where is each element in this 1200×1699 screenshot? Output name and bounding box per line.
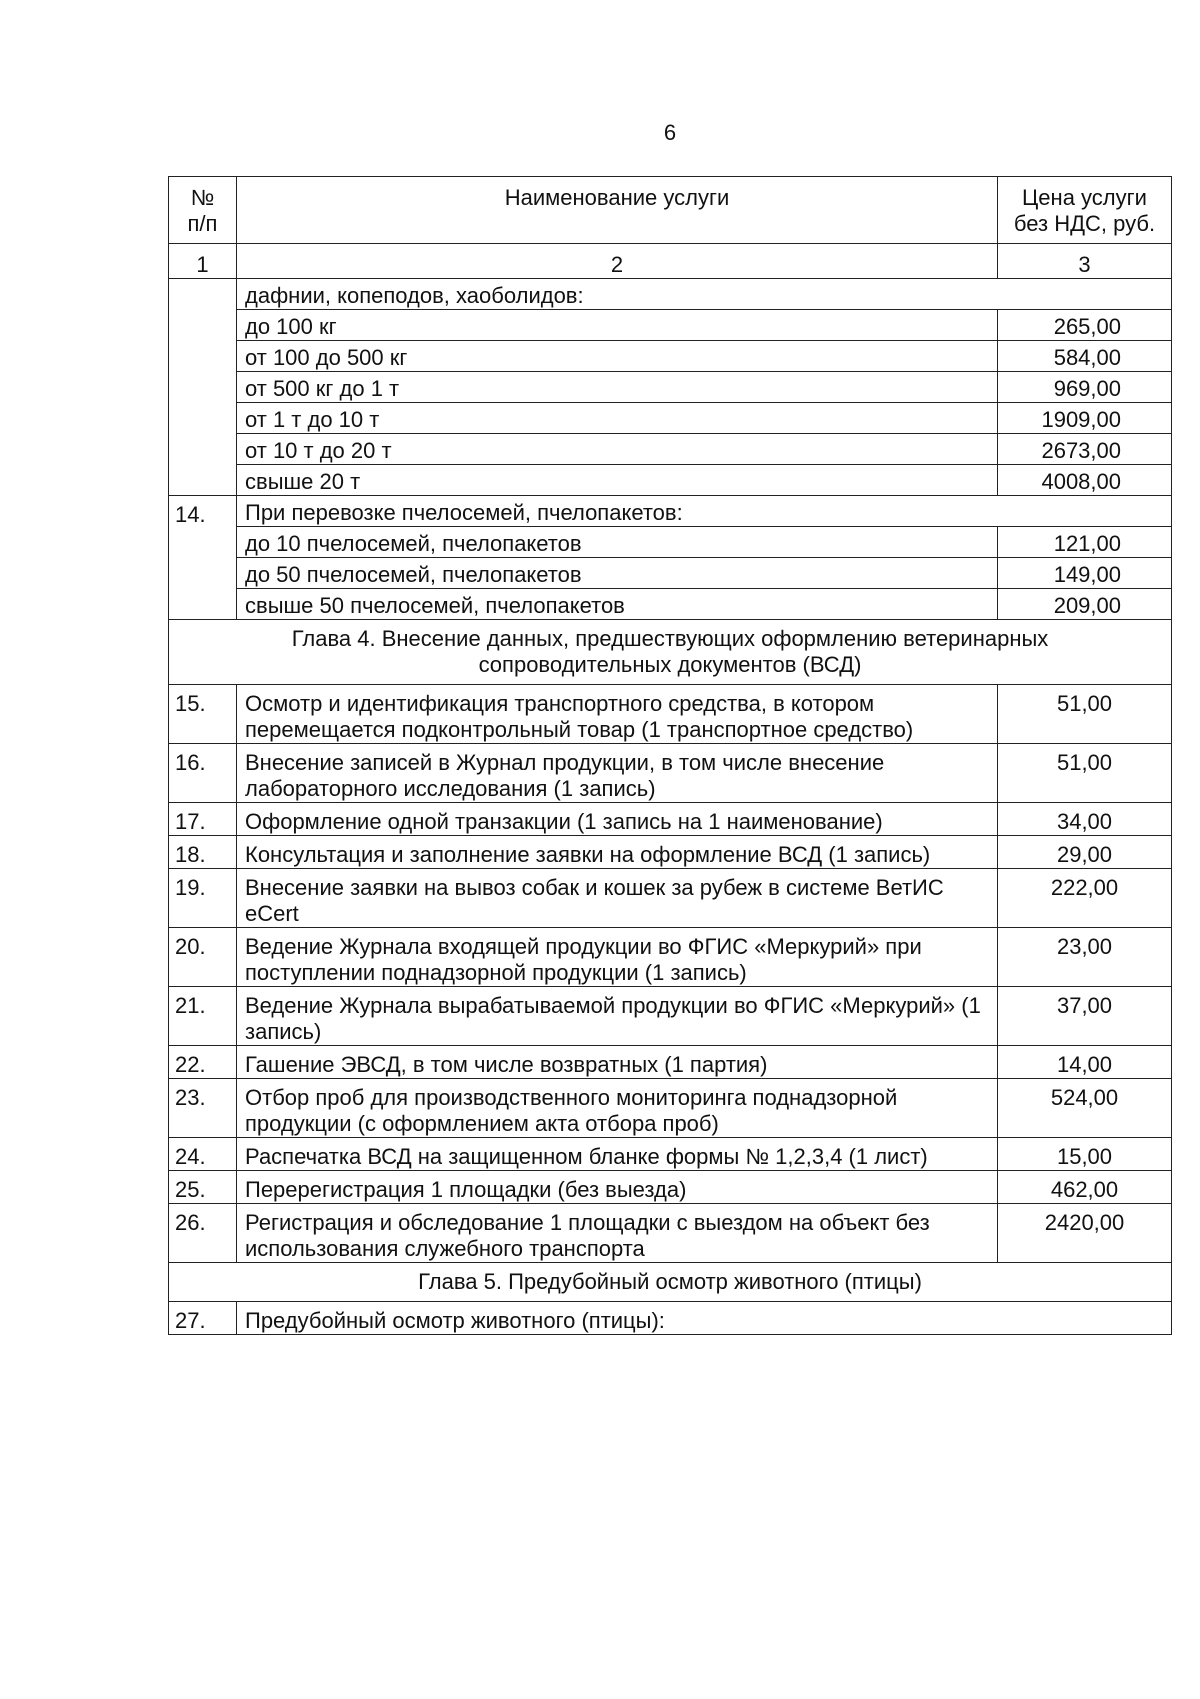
row-name: Распечатка ВСД на защищенном бланке формы № 1,2,3,4 (1 лист) — [237, 1138, 998, 1171]
row-name: Перерегистрация 1 площадки (без выезда) — [237, 1171, 998, 1204]
row-number: 15. — [169, 685, 237, 744]
table-row — [169, 685, 1172, 744]
index-col-3: 3 — [998, 244, 1172, 279]
header-col-number: № п/п — [169, 177, 237, 244]
table-row — [169, 1302, 1172, 1335]
row-price: 4008,00 — [998, 465, 1172, 496]
row-price: 37,00 — [998, 987, 1172, 1046]
row-number: 14. — [169, 496, 237, 620]
row-name: до 100 кг — [237, 310, 998, 341]
row-price: 23,00 — [998, 928, 1172, 987]
table-row — [169, 310, 1172, 341]
row-number: 20. — [169, 928, 237, 987]
table-index-row — [169, 244, 1172, 279]
row-price: 462,00 — [998, 1171, 1172, 1204]
row-number: 18. — [169, 836, 237, 869]
table-row — [169, 928, 1172, 987]
table-row — [169, 1079, 1172, 1138]
row-name: Регистрация и обследование 1 площадки с выездом на объект без использования служебного транспорта — [237, 1204, 998, 1263]
table-row — [169, 987, 1172, 1046]
row-name: Предубойный осмотр животного (птицы): — [237, 1302, 1172, 1335]
table-row — [169, 496, 1172, 527]
page-number: 6 — [663, 120, 677, 145]
row-name: Ведение Журнала входящей продукции во ФГИС «Меркурий» при поступлении поднадзорной продукции (1 запись) — [237, 928, 998, 987]
table-row — [169, 372, 1172, 403]
table-row — [169, 341, 1172, 372]
row-price: 969,00 — [998, 372, 1172, 403]
row-price: 34,00 — [998, 803, 1172, 836]
row-price: 29,00 — [998, 836, 1172, 869]
table-row — [169, 836, 1172, 869]
row-price: 265,00 — [998, 310, 1172, 341]
row-price: 524,00 — [998, 1079, 1172, 1138]
header-col-price: Цена услуги без НДС, руб. — [998, 177, 1172, 244]
table-header-row — [169, 177, 1172, 244]
row-name: от 500 кг до 1 т — [237, 372, 998, 403]
row-name: Внесение заявки на вывоз собак и кошек за рубеж в системе ВетИС eCert — [237, 869, 998, 928]
index-col-1: 1 — [169, 244, 237, 279]
row-number: 25. — [169, 1171, 237, 1204]
row-number: 27. — [169, 1302, 237, 1335]
row-price: 222,00 — [998, 869, 1172, 928]
row-price: 209,00 — [998, 589, 1172, 620]
row-name: от 1 т до 10 т — [237, 403, 998, 434]
header-col-name: Наименование услуги — [237, 177, 998, 244]
row-number — [169, 279, 237, 496]
row-name: свыше 20 т — [237, 465, 998, 496]
row-price: 14,00 — [998, 1046, 1172, 1079]
row-group-title: дафнии, копеподов, хаоболидов: — [237, 279, 1172, 310]
row-group-title: При перевозке пчелосемей, пчелопакетов: — [237, 496, 1172, 527]
row-price: 121,00 — [998, 527, 1172, 558]
row-name: Консультация и заполнение заявки на оформление ВСД (1 запись) — [237, 836, 998, 869]
row-price: 51,00 — [998, 744, 1172, 803]
row-number: 26. — [169, 1204, 237, 1263]
row-name: от 100 до 500 кг — [237, 341, 998, 372]
row-name: от 10 т до 20 т — [237, 434, 998, 465]
index-col-2: 2 — [237, 244, 998, 279]
row-name: Внесение записей в Журнал продукции, в том числе внесение лабораторного исследования (1 запись) — [237, 744, 998, 803]
table-row — [169, 558, 1172, 589]
row-name: Оформление одной транзакции (1 запись на 1 наименование) — [237, 803, 998, 836]
row-name: Отбор проб для производственного мониторинга поднадзорной продукции (с оформлением акта отбора проб) — [237, 1079, 998, 1138]
row-name: Гашение ЭВСД, в том числе возвратных (1 партия) — [237, 1046, 998, 1079]
row-number: 24. — [169, 1138, 237, 1171]
table-row — [169, 403, 1172, 434]
row-number: 22. — [169, 1046, 237, 1079]
chapter-heading: Глава 4. Внесение данных, предшествующих оформлению ветеринарных сопроводительных документов (ВСД) — [169, 620, 1172, 685]
table-row — [169, 465, 1172, 496]
row-price: 584,00 — [998, 341, 1172, 372]
chapter-row — [169, 1263, 1172, 1302]
chapter-heading: Глава 5. Предубойный осмотр животного (птицы) — [169, 1263, 1172, 1302]
row-price: 2420,00 — [998, 1204, 1172, 1263]
chapter-row — [169, 620, 1172, 685]
table-row — [169, 803, 1172, 836]
row-price: 149,00 — [998, 558, 1172, 589]
row-price: 2673,00 — [998, 434, 1172, 465]
price-table-body — [169, 177, 1172, 1335]
table-row — [169, 527, 1172, 558]
table-row — [169, 744, 1172, 803]
row-price: 1909,00 — [998, 403, 1172, 434]
row-number: 21. — [169, 987, 237, 1046]
row-price: 15,00 — [998, 1138, 1172, 1171]
row-number: 17. — [169, 803, 237, 836]
table-row — [169, 1204, 1172, 1263]
table-row — [169, 1171, 1172, 1204]
row-number: 19. — [169, 869, 237, 928]
table-row — [169, 434, 1172, 465]
table-row — [169, 869, 1172, 928]
price-table — [168, 176, 1172, 1335]
row-name: Осмотр и идентификация транспортного средства, в котором перемещается подконтрольный товар (1 транспортное средство) — [237, 685, 998, 744]
row-number: 16. — [169, 744, 237, 803]
table-row — [169, 1046, 1172, 1079]
row-price: 51,00 — [998, 685, 1172, 744]
table-row — [169, 1138, 1172, 1171]
table-row — [169, 279, 1172, 310]
table-row — [169, 589, 1172, 620]
row-number: 23. — [169, 1079, 237, 1138]
row-name: до 10 пчелосемей, пчелопакетов — [237, 527, 998, 558]
row-name: до 50 пчелосемей, пчелопакетов — [237, 558, 998, 589]
row-name: свыше 50 пчелосемей, пчелопакетов — [237, 589, 998, 620]
row-name: Ведение Журнала вырабатываемой продукции во ФГИС «Меркурий» (1 запись) — [237, 987, 998, 1046]
